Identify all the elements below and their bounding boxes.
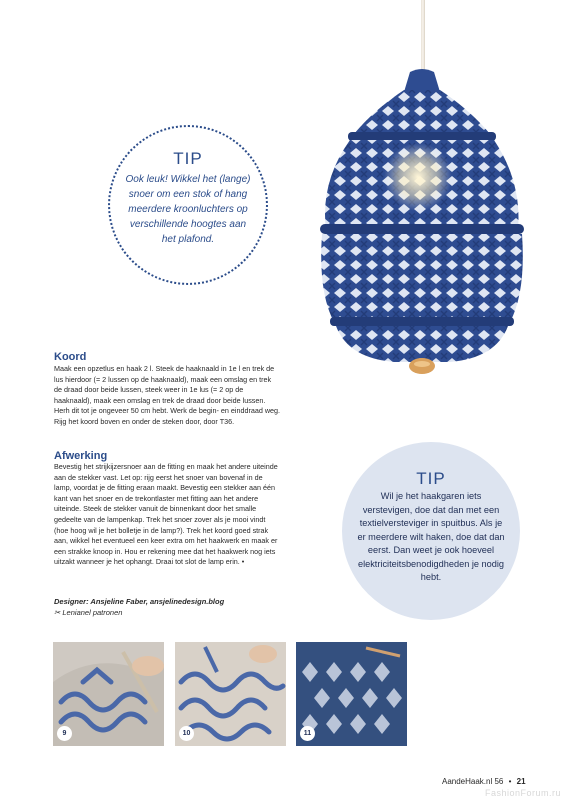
page-footer: [442, 777, 526, 786]
section-text-afwerking: Bevestig het strijkijzersnoer aan de fitting en maak het andere uiteinde aan de stekker vast. Let op: rijg eerst het snoer van bovenaf in de lamp, voordat je de fitting eraan maakt. Bevestig een stekker aan één kant van het snoer en de trekontlaster met fitting aan het andere uiteinde. Steek de stekker vanuit de binnenkant door het smalle gedeelte van de lampenkap. Trek het snoer zover als je mooi vindt (hoe hoog wil je het bolletje in de lamp?). Trek het koord goed strak aan, wikkel het eventueel een keer extra om het haakwerk en maak er een strakke knoop in. Hou er rekening mee dat het haakwerk nog iets uitzakt wanneer je het ophangt. Draai tot slot de lamp erin. •: [54, 462, 278, 567]
footer-separator: •: [508, 777, 512, 786]
page-number: 21: [516, 777, 526, 786]
section-heading-afwerking: Afwerking: [54, 450, 108, 462]
pattern-credit: [54, 608, 122, 617]
tip-bubble-hanging: [108, 125, 268, 285]
pattern-credit-label: Lenianel patronen: [62, 608, 123, 617]
designer-credit: Designer: Ansjeline Faber, ansjelinedesign.blog: [54, 597, 225, 606]
step-number-badge: 11: [300, 726, 315, 741]
step-photo-9: [53, 642, 164, 746]
tip-title: TIP: [173, 149, 203, 168]
tip-title: TIP: [416, 469, 446, 488]
magazine-name: AandeHaak.nl 56: [442, 777, 504, 786]
tip-bubble-stiffen: [342, 442, 520, 620]
crochet-lamp-image: [300, 62, 540, 402]
step-number-badge: 9: [57, 726, 72, 741]
watermark: FashionForum.ru: [484, 788, 561, 798]
section-heading-koord: Koord: [54, 351, 87, 363]
step-number-badge: 10: [179, 726, 194, 741]
step-photo-10: [175, 642, 286, 746]
scissors-icon: ✂: [54, 608, 61, 617]
tip-text: Ook leuk! Wikkel het (lange) snoer om een stok of hang meerdere kroonluchters op verschillende hoogtes aan het plafond.: [125, 174, 251, 245]
section-text-koord: Maak een opzetlus en haak 2 l. Steek de haaknaald in 1e l en trek de lus hierdoor (= 2 lussen op de haaknaald), maak een omslag en trek de draad door beide lussen, steek weer in 1e lus (= 2 op de haaknaald), maak een omslag en trek de draad door beide lussen. Herh dit tot je ongeveer 50 cm hebt. Werk de begin- en einddraad weg. Rijg het koord boven en onder de steken door, door T36.: [54, 364, 281, 426]
tip-text: Wil je het haakgaren iets verstevigen, doe dat dan met een textielversteviger in spuitbus. Als je er meerdere wilt haken, doe dat dan eerst. Dan weet je ook hoeveel elektriciteitsbenodigdheden je nodig hebt.: [357, 491, 505, 582]
step-photo-11: [296, 642, 407, 746]
